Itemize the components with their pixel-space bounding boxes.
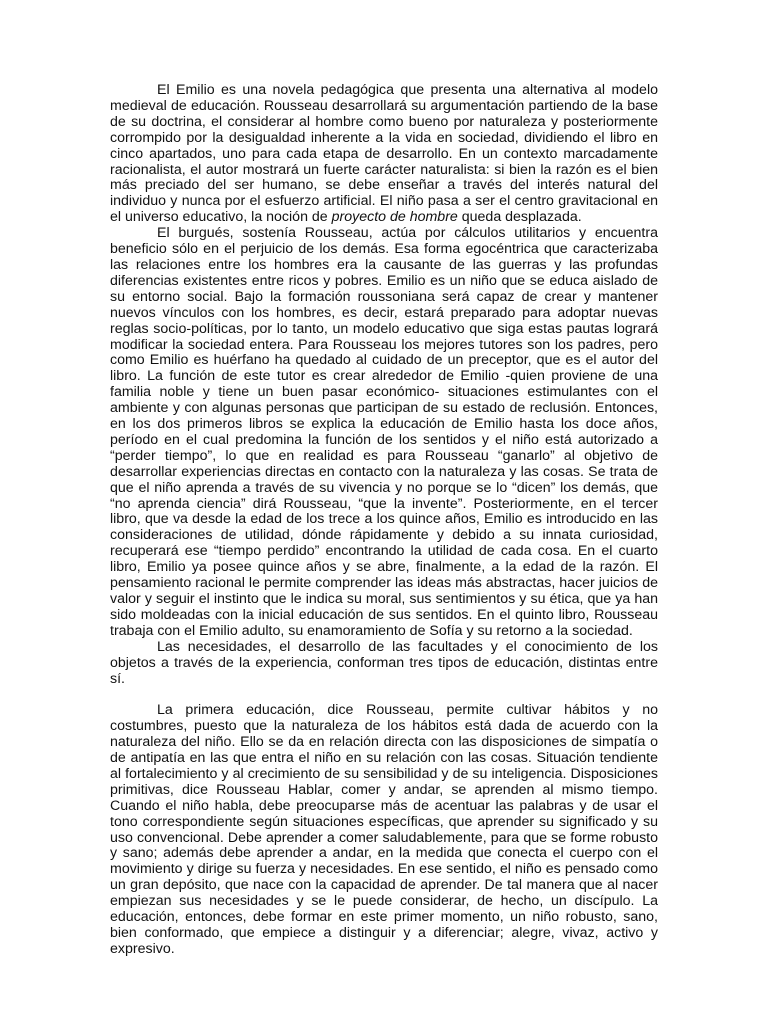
- paragraph-primera-educacion: La primera educación, dice Rousseau, permite cultivar hábitos y no costumbres, puesto que la naturaleza de los hábitos está dada de acuerdo con la naturaleza del niño. Ello se da en relación directa con las disposiciones de simpatía o de antipatía en las que entra el niño en su relación con las cosas. Situación tendiente al fortalecimiento y al crecimiento de su sensibilidad y de su inteligencia. Disposiciones primitivas, dice Rousseau Hablar, comer y andar, se aprenden al mismo tiempo. Cuando el niño habla, debe preocuparse más de acentuar las palabras y de usar el tono correspondiente según situaciones específicas, que aprender su significado y su uso convencional. Debe aprender a comer saludablemente, para que se forme robusto y sano; además debe aprender a andar, en la medida que conecta el cuerpo con el movimiento y dirige su fuerza y necesidades. En ese sentido, el niño es pensado como un gran depósito, que nace con la capacidad de aprender. De tal manera que al nacer empiezan sus necesidades y se le puede considerar, de hecho, un discípulo. La educación, entonces, debe formar en este primer momento, un niño robusto, sano, bien conformado, que empiece a distinguir y a diferenciar; alegre, vivaz, activo y expresivo.: [110, 702, 658, 957]
- paragraph-emilio-intro: [110, 83, 658, 226]
- document-page: [110, 83, 658, 958]
- paragraph-text: El Emilio es una novela pedagógica que presenta una alternativa al modelo medieval de educación. Rousseau desarrollará su argumentación partiendo de la base de su doctrina, el considerar al hombre como bueno por naturaleza y posteriormente corrompido por la desigualdad inherente a la vida en sociedad, dividiendo el libro en cinco apartados, uno para cada etapa de desarrollo. En un contexto marcadamente racionalista, el autor mostrará un fuerte carácter naturalista: si bien la razón es el bien más preciado del ser humano, se debe enseñar a través del interés natural del individuo y nunca por el esfuerzo artificial. El niño pasa a ser el centro gravitacional en el universo educativo, la noción de: [110, 82, 658, 226]
- paragraph-necesidades: Las necesidades, el desarrollo de las facultades y el conocimiento de los objetos a través de la experiencia, conforman tres tipos de educación, distintas entre sí.: [110, 638, 658, 687]
- paragraph-text: queda desplazada.: [457, 209, 582, 226]
- italic-phrase: proyecto de hombre: [331, 209, 458, 226]
- paragraph-burgues: El burgués, sostenía Rousseau, actúa por cálculos utilitarios y encuentra beneficio sólo en el perjuicio de los demás. Esa forma egocéntrica que caracterizaba las relaciones entre los hombres era la causante de las guerras y las profundas diferencias existentes entre ricos y pobres. Emilio es un niño que se educa aislado de su entorno social. Bajo la formación roussoniana será capaz de crear y mantener nuevos vínculos con los hombres, es decir, estará preparado para adoptar nuevas reglas socio-políticas, por lo tanto, un modelo educativo que siga estas pautas logrará modificar la sociedad entera. Para Rousseau los mejores tutores son los padres, pero como Emilio es huérfano ha quedado al cuidado de un preceptor, que es el autor del libro. La función de este tutor es crear alrededor de Emilio -quien proviene de una familia noble y tiene un buen pasar económico- situaciones estimulantes con el ambiente y con algunas personas que participan de su estado de reclusión. Entonces, en los dos primeros libros se explica la educación de Emilio hasta los doce años, período en el cual predomina la función de los sentidos y el niño está autorizado a “perder tiempo”, lo que en realidad es para Rousseau “ganarlo” al objetivo de desarrollar experiencias directas en contacto con la naturaleza y las cosas. Se trata de que el niño aprenda a través de su vivencia y no porque se lo “dicen” los demás, que “no aprenda ciencia” dirá Rousseau, “que la invente”. Posteriormente, en el tercer libro, que va desde la edad de los trece a los quince años, Emilio es introducido en las consideraciones de utilidad, dónde rápidamente y debido a su innata curiosidad, recuperará ese “tiempo perdido” encontrando la utilidad de cada cosa. En el cuarto libro, Emilio ya posee quince años y se abre, finalmente, a la edad de la razón. El pensamiento racional le permite comprender las ideas más abstractas, hacer juicios de valor y seguir el instinto que le indica su moral, sus sentimientos y su ética, que ya han sido moldeadas con la inicial educación de sus sentidos. En el quinto libro, Rousseau trabaja con el Emilio adulto, su enamoramiento de Sofía y su retorno a la sociedad.: [110, 225, 658, 639]
